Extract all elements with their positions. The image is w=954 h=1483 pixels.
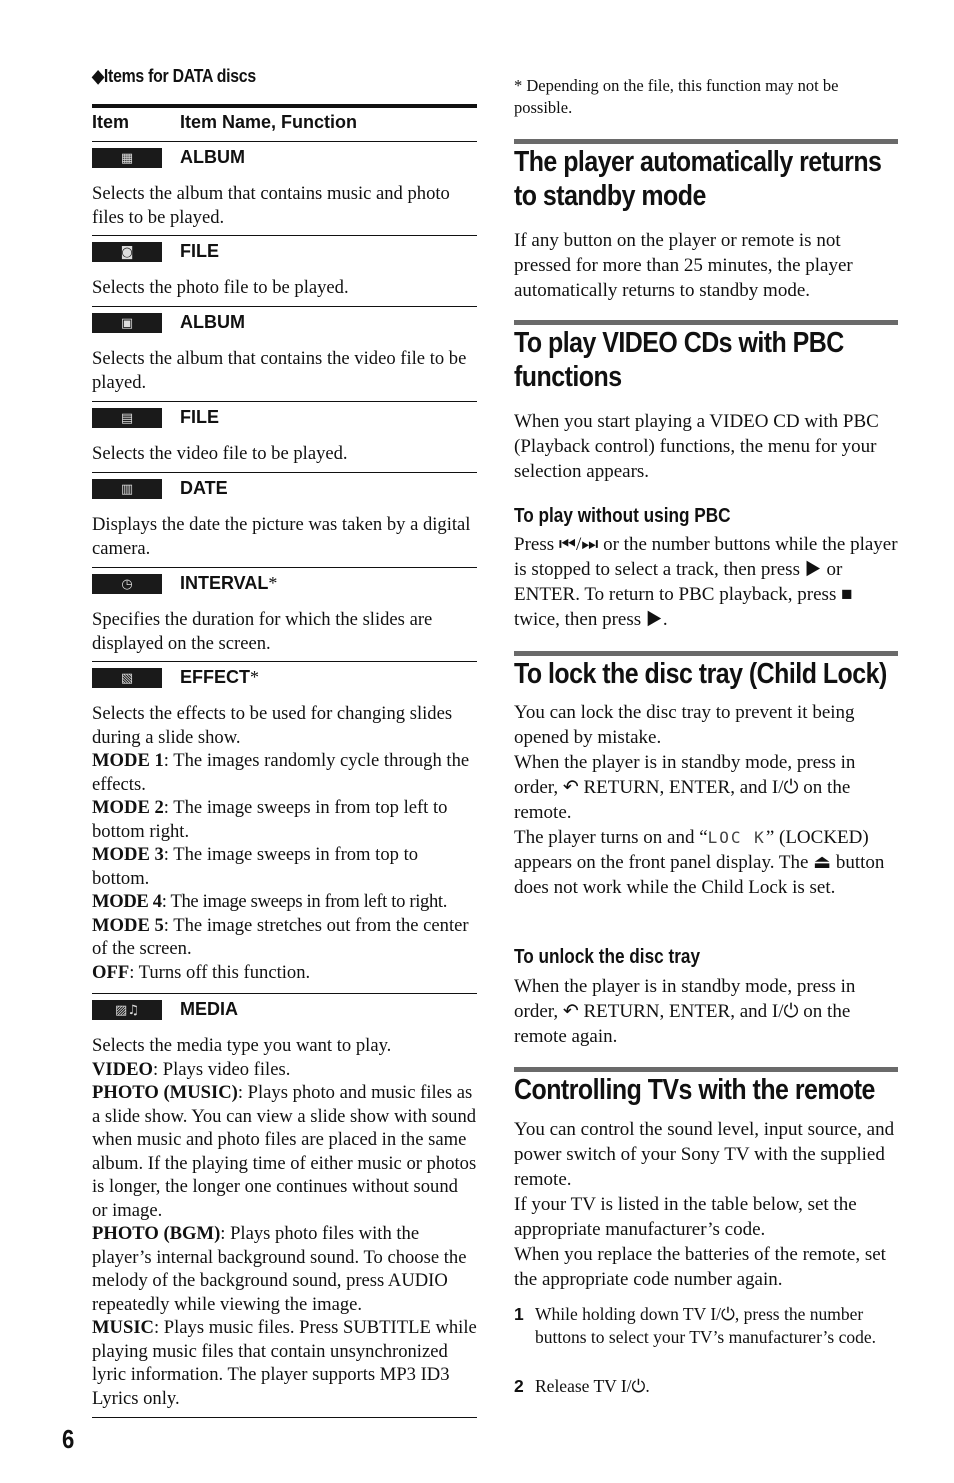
pbc-body: When you start playing a VIDEO CD with PBC (Playback control) functions, the menu for your selection appears. — [514, 411, 879, 482]
return-icon: ↶ — [562, 1001, 579, 1022]
heading-rule — [514, 139, 898, 144]
divider — [92, 141, 477, 142]
heading-pbc: To play VIDEO CDs with PBC functions — [514, 327, 844, 393]
subheading-no-pbc: To play without using PBC — [514, 505, 731, 527]
camera-icon: ◙ — [92, 242, 162, 262]
power-icon: I/⏻ — [771, 1001, 799, 1022]
unlock-body: When the player is in standby mode, press in order, ↶ RETURN, ENTER, and I/⏻ on the remote again. — [514, 976, 856, 1047]
power-icon: I/⏻ — [620, 1376, 646, 1396]
child-lock-body: You can lock the disc tray to prevent it being opened by mistake. When the player is in standby mode, press in order, ↶ RETURN, ENTER, and I/⏻ on the remote. The player turns on and “LOC K” (LOCKED) appears on the front panel display. The ⏏ button does not work while the Child Lock is set. — [514, 702, 885, 898]
header-name-function: Item Name, Function — [180, 112, 358, 132]
table-top-rule — [92, 104, 477, 108]
item-desc: Displays the date the picture was taken by a digital camera. — [92, 514, 471, 559]
divider — [92, 661, 477, 662]
item-desc: Selects the photo file to be played. — [92, 277, 349, 298]
heading-rule — [514, 320, 898, 325]
tv-body: You can control the sound level, input source, and power switch of your Sony TV with the supplied remote. If your TV is listed in the table below, set the appropriate manufacturer’s code. When you replace the batteries of the remote, set the appropriate code number again. — [514, 1119, 895, 1290]
header-item: Item — [92, 112, 130, 132]
calendar-icon: ▥ — [92, 479, 162, 499]
effect-icon: ▧ — [92, 668, 162, 688]
item-desc: Specifies the duration for which the slides are displayed on the screen. — [92, 609, 433, 654]
film-icon: ▤ — [92, 408, 162, 428]
footnote: * Depending on the file, this function may not be possible. — [514, 76, 839, 117]
return-icon: ↶ — [562, 777, 579, 798]
heading-child-lock: To lock the disc tray (Child Lock) — [514, 658, 887, 690]
divider — [92, 235, 477, 236]
photo-album-icon: ▦ — [92, 148, 162, 168]
item-name: ALBUM — [180, 312, 245, 332]
item-name: FILE — [180, 407, 219, 427]
item-name: FILE — [180, 241, 219, 261]
divider — [92, 993, 477, 994]
divider — [92, 1417, 477, 1418]
divider — [92, 401, 477, 402]
power-icon: I/⏻ — [710, 1304, 735, 1324]
page-number: 6 — [62, 1424, 75, 1454]
lock-display-text: LOC K — [707, 828, 766, 847]
heading-rule — [514, 651, 898, 656]
item-desc-media: Selects the media type you want to play. VIDEO: Plays video files. PHOTO (MUSIC): Plays photo and music files as a slide show. You can view a slide show with sound when music and photo files are placed in the same album. If the playing time of either music or photos is longer, the longer one continues without sound or image. PHOTO (BGM): Plays photo files with the player’s internal background sound. To choose the melody of the background sound, press AUDIO repeatedly while viewing the image. MUSIC: Plays music files. Press SUBTITLE while playing music files that contain unsynchronized lyric information. The player supports MP3 ID3 Lyrics only. — [92, 1035, 477, 1409]
standby-body: If any button on the player or remote is not pressed for more than 25 minutes, the player automatically returns to standby mode. — [514, 230, 853, 301]
media-icon: ▨♫ — [92, 1000, 162, 1020]
prev-next-icon: ⏮/⏭ — [558, 534, 599, 555]
item-desc: Selects the album that contains the video file to be played. — [92, 348, 467, 393]
no-pbc-body: Press ⏮/⏭ or the number buttons while the player is stopped to select a track, then press ▶ or ENTER. To return to PBC playback, press ■ twice, then press ▶. — [514, 534, 898, 630]
divider — [92, 472, 477, 473]
item-name: INTERVAL* — [180, 573, 278, 593]
section-title: ◆Items for DATA discs — [92, 66, 256, 86]
item-name: DATE — [180, 478, 228, 498]
heading-tv: Controlling TVs with the remote — [514, 1074, 875, 1106]
video-album-icon: ▣ — [92, 313, 162, 333]
item-name: ALBUM — [180, 147, 245, 167]
item-desc-effect: Selects the effects to be used for changing slides during a slide show. MODE 1: The images randomly cycle through the effects. MODE 2: The image sweeps in from top left to bottom right. MODE 3: The image sweeps in from top to bottom. MODE 4: The image sweeps in from left to right. MODE 5: The image stretches out from the center of the screen. OFF: Turns off this function. — [92, 703, 470, 983]
eject-icon: ⏏ — [813, 852, 832, 873]
subheading-unlock: To unlock the disc tray — [514, 946, 701, 968]
heading-standby: The player automatically returns to standby mode — [514, 146, 882, 212]
divider — [92, 306, 477, 307]
play-icon: ▶ — [804, 559, 822, 580]
item-name: MEDIA — [180, 999, 238, 1019]
heading-rule — [514, 1067, 898, 1072]
divider — [92, 567, 477, 568]
stop-icon: ■ — [841, 584, 853, 605]
interval-icon: ◷ — [92, 574, 162, 594]
item-desc: Selects the album that contains music and photo files to be played. — [92, 183, 450, 228]
power-icon: I/⏻ — [771, 777, 799, 798]
play-icon: ▶ — [645, 609, 663, 630]
item-name: EFFECT* — [180, 667, 259, 687]
item-desc: Selects the video file to be played. — [92, 443, 348, 464]
